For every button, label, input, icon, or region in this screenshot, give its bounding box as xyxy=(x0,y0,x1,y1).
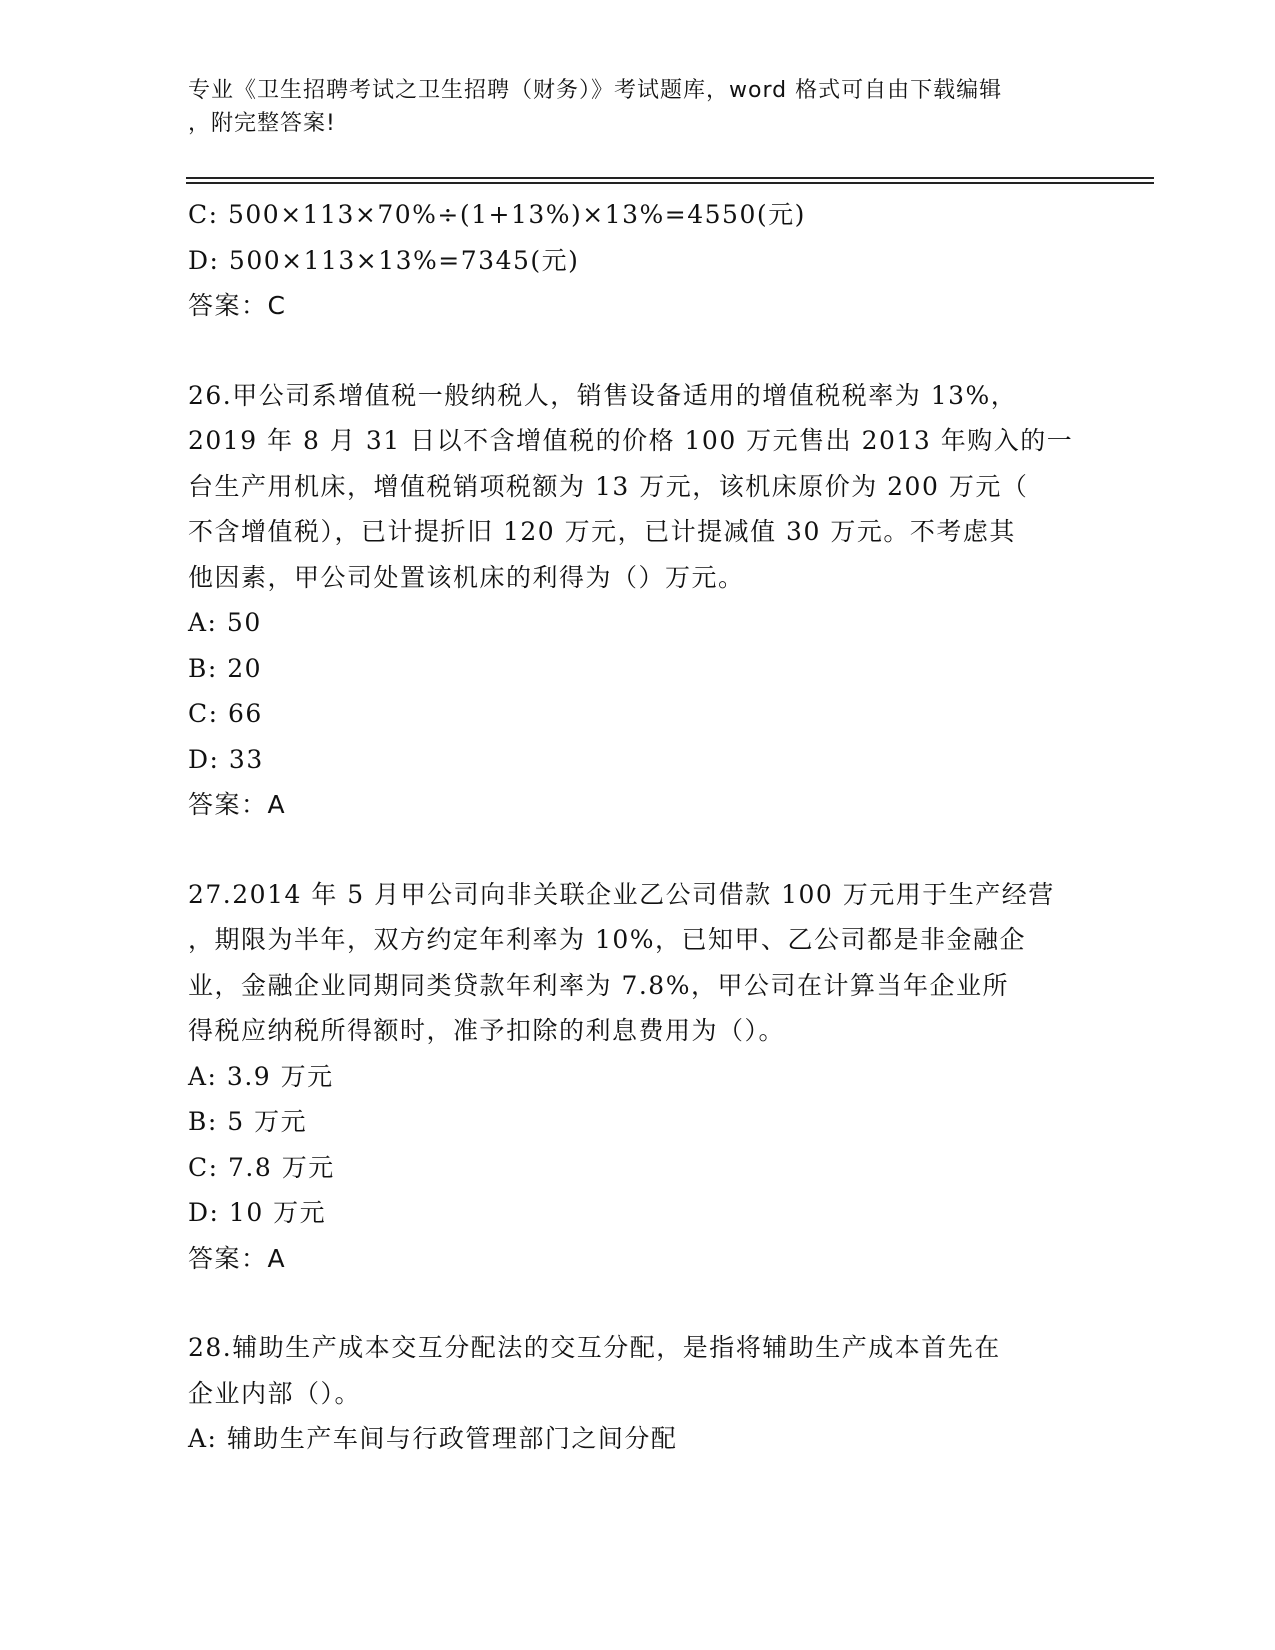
stem-line: 2019 年 8 月 31 日以不含增值税的价格 100 万元售出 2013 年购入的一 xyxy=(188,426,1074,455)
question-27 xyxy=(188,872,1078,1282)
question-content xyxy=(188,192,1078,1462)
stem-line: 他因素，甲公司处置该机床的利得为（）万元。 xyxy=(188,562,745,592)
header-rule-top xyxy=(186,177,1154,179)
stem-line: ，期限为半年，双方约定年利率为 10%，已知甲、乙公司都是非金融企 xyxy=(188,925,1027,954)
option-c: C: 66 xyxy=(188,699,263,728)
header-rule-bottom xyxy=(186,182,1154,184)
answer-line: 答案：A xyxy=(188,1243,287,1273)
stem-line: 得税应纳税所得额时，准予扣除的利息费用为（）。 xyxy=(188,1016,786,1045)
spacer xyxy=(188,329,1078,373)
question-stem xyxy=(188,1325,1078,1416)
question-26 xyxy=(188,373,1078,828)
question-stem xyxy=(188,872,1078,1054)
stem-line: 不含增值税），已计提折旧 120 万元，已计提减值 30 万元。不考虑其 xyxy=(188,517,1016,546)
prev-question-block xyxy=(188,192,1078,329)
option-b: B: 20 xyxy=(188,653,263,683)
stem-line: 企业内部（）。 xyxy=(188,1378,362,1408)
answer-line: 答案：A xyxy=(188,790,287,819)
option-d: D: 33 xyxy=(188,744,264,774)
spacer xyxy=(188,1281,1078,1325)
option-d: D: 10 万元 xyxy=(188,1198,327,1227)
document-header xyxy=(188,74,1068,140)
option-a: A: 3.9 万元 xyxy=(188,1061,334,1091)
spacer xyxy=(188,828,1078,872)
option-c: C: 500×113×70%÷(1+13%)×13%=4550(元) xyxy=(188,200,806,229)
stem-line: 27.2014 年 5 月甲公司向非关联企业乙公司借款 100 万元用于生产经营 xyxy=(188,879,1055,909)
question-stem xyxy=(188,373,1078,601)
option-b: B: 5 万元 xyxy=(188,1107,308,1136)
stem-line: 26.甲公司系增值税一般纳税人，销售设备适用的增值税税率为 13%， xyxy=(188,380,1018,410)
header-line-2: ，附完整答案! xyxy=(188,111,336,136)
header-line-1: 专业《卫生招聘考试之卫生招聘（财务）》考试题库，word 格式可自由下载编辑 xyxy=(188,78,1003,103)
stem-line: 28.辅助生产成本交互分配法的交互分配，是指将辅助生产成本首先在 xyxy=(188,1333,1001,1362)
stem-line: 业，金融企业同期同类贷款年利率为 7.8%，甲公司在计算当年企业所 xyxy=(188,970,1009,1000)
option-d: D: 500×113×13%=7345(元) xyxy=(188,245,580,275)
option-c: C: 7.8 万元 xyxy=(188,1152,335,1182)
question-28 xyxy=(188,1325,1078,1462)
option-a: A: 50 xyxy=(188,608,262,637)
option-a: A: 辅助生产车间与行政管理部门之间分配 xyxy=(188,1424,678,1453)
answer-line: 答案：C xyxy=(188,291,287,320)
stem-line: 台生产用机床，增值税销项税额为 13 万元，该机床原价为 200 万元（ xyxy=(188,471,1029,501)
